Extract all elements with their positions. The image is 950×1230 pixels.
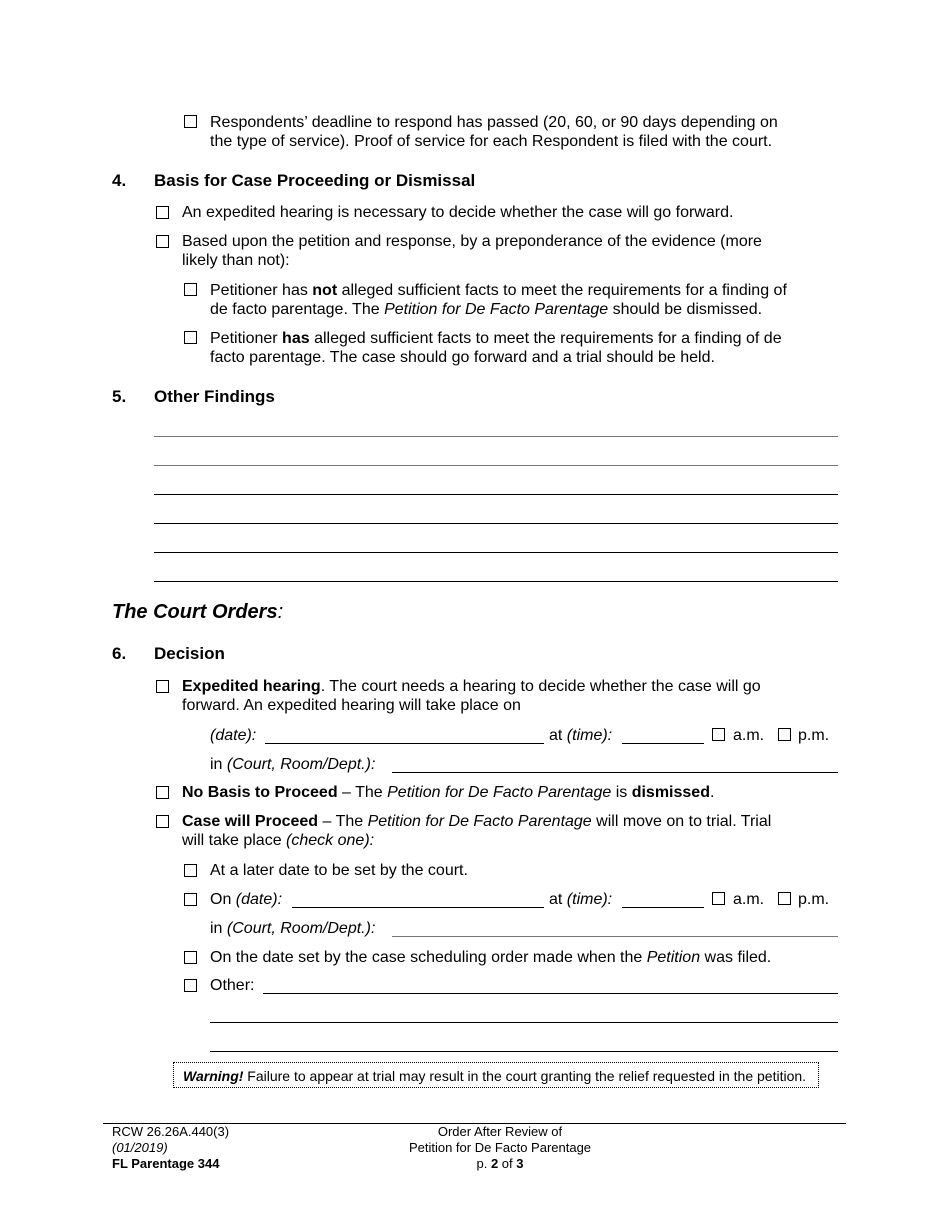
later-date-text: At a later date to be set by the court. <box>210 862 468 879</box>
respond-deadline-checkbox[interactable] <box>184 115 197 128</box>
case-proceed-text-1: Case will Proceed – The Petition for De Facto Parentage will move on to trial. Trial <box>182 813 772 830</box>
section-6-number: 6. <box>112 644 127 663</box>
trial-court-field[interactable] <box>392 936 838 937</box>
footer-title-2: Petition for De Facto Parentage <box>408 1140 592 1155</box>
other-findings-line-2[interactable] <box>154 465 838 466</box>
case-proceed-text-2: will take place (check one): <box>182 832 375 849</box>
exp-am-label: a.m. <box>733 727 765 744</box>
footer-form-number: FL Parentage 344 <box>112 1156 220 1171</box>
other-findings-line-1[interactable] <box>154 436 838 437</box>
trial-pm-checkbox[interactable] <box>778 892 791 905</box>
expedited-needed-text: An expedited hearing is necessary to decide whether the case will go forward. <box>182 204 734 221</box>
expedited-hearing-text-2: forward. An expedited hearing will take place on <box>182 697 521 714</box>
exp-am-checkbox[interactable] <box>712 728 725 741</box>
not-alleged-text-1: Petitioner has not alleged sufficient facts to meet the requirements for a finding of <box>210 282 787 299</box>
respond-deadline-text-2: the type of service). Proof of service for each Respondent is filed with the court. <box>210 133 773 150</box>
scheduling-order-checkbox[interactable] <box>184 951 197 964</box>
expedited-hearing-text-1: Expedited hearing. The court needs a hearing to decide whether the case will go <box>182 678 761 695</box>
other-field-line-1[interactable] <box>263 993 838 994</box>
has-alleged-checkbox[interactable] <box>184 331 197 344</box>
exp-pm-label: p.m. <box>798 727 830 744</box>
respond-deadline-text-1: Respondents’ deadline to respond has passed (20, 60, or 90 days depending on <box>210 114 778 131</box>
court-orders-heading: The Court Orders: <box>112 601 284 623</box>
trial-time-field[interactable] <box>622 907 704 908</box>
warning-box <box>173 1062 819 1088</box>
trial-pm-label: p.m. <box>798 891 830 908</box>
trial-date-field[interactable] <box>292 907 544 908</box>
trial-am-checkbox[interactable] <box>712 892 725 905</box>
not-alleged-text-2: de facto parentage. The Petition for De Facto Parentage should be dismissed. <box>210 301 763 318</box>
has-alleged-text-1: Petitioner has alleged sufficient facts to meet the requirements for a finding of de <box>210 330 782 347</box>
warning-label: Warning! <box>183 1068 244 1084</box>
other-checkbox[interactable] <box>184 979 197 992</box>
trial-at-label: at (time): <box>549 891 613 908</box>
expedited-needed-checkbox[interactable] <box>156 206 169 219</box>
scheduling-order-text: On the date set by the case scheduling order made when the Petition was filed. <box>210 949 772 966</box>
later-date-checkbox[interactable] <box>184 864 197 877</box>
other-findings-line-4[interactable] <box>154 523 838 524</box>
trial-on-checkbox[interactable] <box>184 893 197 906</box>
trial-date-label: On (date): <box>210 891 283 908</box>
section-4-number: 4. <box>112 171 127 190</box>
not-alleged-checkbox[interactable] <box>184 283 197 296</box>
footer-title-1: Order After Review of <box>437 1124 563 1139</box>
other-findings-line-5[interactable] <box>154 552 838 553</box>
section-4-title: Basis for Case Proceeding or Dismissal <box>154 171 476 190</box>
no-basis-checkbox[interactable] <box>156 786 169 799</box>
warning-text: Failure to appear at trial may result in the court granting the relief requested in the petition. <box>243 1068 807 1084</box>
exp-date-field[interactable] <box>265 743 544 744</box>
based-upon-checkbox[interactable] <box>156 235 169 248</box>
exp-time-field[interactable] <box>622 743 704 744</box>
footer-rcw: RCW 26.26A.440(3) <box>112 1124 230 1139</box>
other-findings-line-3[interactable] <box>154 494 838 495</box>
exp-court-label: in (Court, Room/Dept.): <box>210 756 376 773</box>
other-field-line-3[interactable] <box>210 1051 838 1052</box>
exp-at-label: at (time): <box>549 727 613 744</box>
trial-am-label: a.m. <box>733 891 765 908</box>
based-upon-text-1: Based upon the petition and response, by a preponderance of the evidence (more <box>182 233 762 250</box>
expedited-hearing-checkbox[interactable] <box>156 680 169 693</box>
has-alleged-text-2: facto parentage. The case should go forward and a trial should be held. <box>210 349 715 366</box>
case-proceed-checkbox[interactable] <box>156 815 169 828</box>
section-6-title: Decision <box>154 644 225 663</box>
no-basis-text: No Basis to Proceed – The Petition for De Facto Parentage is dismissed. <box>182 784 715 801</box>
other-label: Other: <box>210 977 255 994</box>
exp-pm-checkbox[interactable] <box>778 728 791 741</box>
exp-date-label: (date): <box>210 727 257 744</box>
footer-page-number: p. 2 of 3 <box>476 1156 524 1171</box>
based-upon-text-2: likely than not): <box>182 252 290 269</box>
trial-court-label: in (Court, Room/Dept.): <box>210 920 376 937</box>
other-field-line-2[interactable] <box>210 1022 838 1023</box>
footer-date: (01/2019) <box>112 1140 168 1155</box>
exp-court-field[interactable] <box>392 772 838 773</box>
section-5-number: 5. <box>112 387 127 406</box>
other-findings-line-6[interactable] <box>154 581 838 582</box>
section-5-title: Other Findings <box>154 387 275 406</box>
